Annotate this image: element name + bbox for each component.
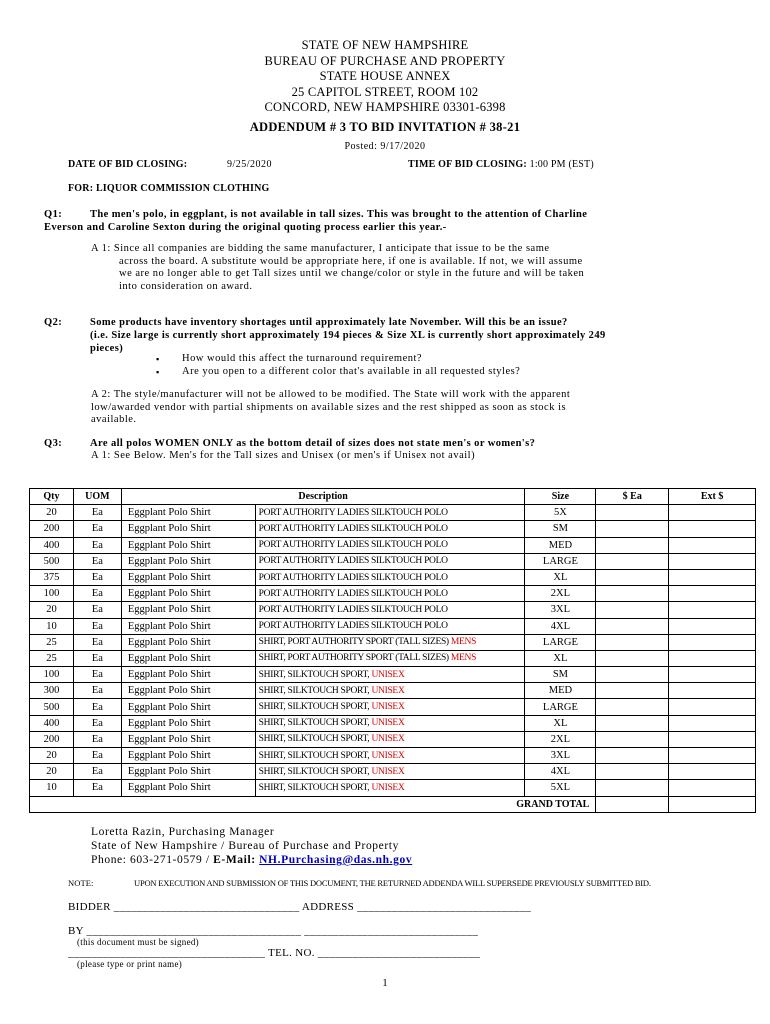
q3-label: Q3: — [44, 438, 63, 449]
size-cell: 2XL — [525, 586, 596, 602]
description-text: SHIRT, SILKTOUCH SPORT, — [258, 669, 370, 680]
extended-cell[interactable] — [669, 553, 756, 569]
extended-cell[interactable] — [669, 618, 756, 634]
uom-cell: Ea — [73, 650, 121, 666]
size-cell: XL — [525, 650, 596, 666]
description-text: PORT AUTHORITY LADIES SILKTOUCH POLO — [258, 540, 448, 551]
description-tag: UNISEX — [371, 702, 405, 713]
qty-cell: 100 — [30, 586, 74, 602]
extended-cell[interactable] — [669, 667, 756, 683]
item-cell: Eggplant Polo Shirt — [121, 683, 255, 699]
item-cell: Eggplant Polo Shirt — [121, 715, 255, 731]
table-row — [30, 650, 756, 666]
question-1 — [44, 208, 764, 234]
extended-cell[interactable] — [669, 731, 756, 747]
q1-line-1: The men's polo, in eggplant, is not available in tall sizes. This was brought to the attention of Charline — [90, 209, 588, 220]
addendum-title: ADDENDUM # 3 TO BID INVITATION # 38-21 — [249, 120, 521, 134]
price-each-cell[interactable] — [596, 537, 669, 553]
table-header-row — [30, 489, 756, 505]
q2-bullets — [182, 353, 742, 378]
q2-bullet-2: ▪ Are you open to a different color that's available in all requested styles? — [182, 366, 742, 379]
price-each-cell[interactable] — [596, 667, 669, 683]
closing-date-label: DATE OF BID CLOSING: — [68, 159, 188, 170]
col-header-qty: Qty — [30, 489, 74, 505]
contact-email-link[interactable]: NH.Purchasing@das.nh.gov — [259, 854, 413, 866]
size-cell: XL — [525, 569, 596, 585]
uom-cell: Ea — [73, 764, 121, 780]
a2-line-2: low/awarded vendor with partial shipments on available sizes and the rest shipped as soon as stock is — [91, 401, 567, 413]
answer-1 — [91, 243, 751, 293]
contact-email-label: E-Mail: — [213, 854, 256, 866]
price-each-cell[interactable] — [596, 764, 669, 780]
item-cell: Eggplant Polo Shirt — [121, 667, 255, 683]
qty-cell: 500 — [30, 699, 74, 715]
header-block — [0, 38, 770, 116]
description-tag: UNISEX — [371, 782, 405, 793]
size-cell: 2XL — [525, 731, 596, 747]
note-label: NOTE: — [68, 878, 94, 888]
description-cell — [255, 505, 525, 521]
size-cell: SM — [525, 667, 596, 683]
table-row — [30, 521, 756, 537]
item-cell: Eggplant Polo Shirt — [121, 748, 255, 764]
header-line-5: CONCORD, NEW HAMPSHIRE 03301-6398 — [264, 100, 506, 114]
qty-cell: 400 — [30, 715, 74, 731]
a1-line-4: into consideration on award. — [119, 280, 253, 292]
uom-cell: Ea — [73, 748, 121, 764]
item-cell: Eggplant Polo Shirt — [121, 537, 255, 553]
table-row — [30, 764, 756, 780]
description-cell — [255, 683, 525, 699]
grand-total-label: GRAND TOTAL — [30, 796, 596, 812]
question-3 — [44, 437, 764, 450]
item-cell: Eggplant Polo Shirt — [121, 634, 255, 650]
extended-cell[interactable] — [669, 780, 756, 796]
uom-cell: Ea — [73, 505, 121, 521]
header-line-2: BUREAU OF PURCHASE AND PROPERTY — [264, 53, 506, 68]
extended-cell[interactable] — [669, 537, 756, 553]
signed-note: (this document must be signed) — [77, 937, 199, 947]
a2-line-3: available. — [91, 414, 137, 425]
size-cell: XL — [525, 715, 596, 731]
description-tag: UNISEX — [371, 718, 405, 729]
col-header-size: Size — [525, 489, 596, 505]
question-2 — [44, 316, 764, 355]
description-text: SHIRT, SILKTOUCH SPORT, — [258, 750, 370, 761]
description-cell — [255, 699, 525, 715]
q1-line-2: Everson and Caroline Sexton during the original quoting process earlier this year.- — [44, 222, 447, 233]
price-each-cell[interactable] — [596, 602, 669, 618]
price-each-cell[interactable] — [596, 683, 669, 699]
size-cell: 3XL — [525, 602, 596, 618]
description-text: SHIRT, SILKTOUCH SPORT, — [258, 734, 370, 745]
extended-cell[interactable] — [669, 634, 756, 650]
uom-cell: Ea — [73, 618, 121, 634]
price-each-cell[interactable] — [596, 634, 669, 650]
description-tag: UNISEX — [371, 734, 405, 745]
items-table — [29, 488, 756, 813]
uom-cell: Ea — [73, 602, 121, 618]
description-tag: UNISEX — [371, 669, 405, 680]
contact-name: Loretta Razin, Purchasing Manager — [91, 826, 275, 838]
header-line-3: STATE HOUSE ANNEX — [319, 69, 451, 83]
qty-cell: 300 — [30, 683, 74, 699]
item-cell: Eggplant Polo Shirt — [121, 505, 255, 521]
q2-line-2: (i.e. Size large is currently short approximately 194 pieces & Size XL is currently short approximately 249 — [90, 330, 606, 341]
qty-cell: 100 — [30, 667, 74, 683]
grand-total-ea-cell[interactable] — [596, 796, 669, 812]
price-each-cell[interactable] — [596, 586, 669, 602]
extended-cell[interactable] — [669, 683, 756, 699]
size-cell: SM — [525, 521, 596, 537]
extended-cell[interactable] — [669, 715, 756, 731]
uom-cell: Ea — [73, 683, 121, 699]
table-row — [30, 618, 756, 634]
uom-cell: Ea — [73, 634, 121, 650]
grand-total-value-cell[interactable] — [669, 796, 756, 812]
uom-cell: Ea — [73, 569, 121, 585]
description-text: PORT AUTHORITY LADIES SILKTOUCH POLO — [258, 621, 448, 632]
extended-cell[interactable] — [669, 650, 756, 666]
q2-label: Q2: — [44, 317, 63, 328]
grand-total-row — [30, 796, 756, 812]
table-row — [30, 715, 756, 731]
q2-line-1: Some products have inventory shortages until approximately late November. Will this be an issue? — [90, 317, 568, 328]
uom-cell: Ea — [73, 715, 121, 731]
extended-cell[interactable] — [669, 602, 756, 618]
description-cell — [255, 780, 525, 796]
qty-cell: 10 — [30, 780, 74, 796]
qty-cell: 25 — [30, 634, 74, 650]
description-cell — [255, 748, 525, 764]
table-row — [30, 537, 756, 553]
qty-cell: 375 — [30, 569, 74, 585]
size-cell: 5XL — [525, 780, 596, 796]
qty-cell: 400 — [30, 537, 74, 553]
price-each-cell[interactable] — [596, 699, 669, 715]
size-cell: MED — [525, 537, 596, 553]
table-row — [30, 731, 756, 747]
price-each-cell[interactable] — [596, 618, 669, 634]
table-row — [30, 634, 756, 650]
description-cell — [255, 764, 525, 780]
uom-cell: Ea — [73, 586, 121, 602]
description-tag: UNISEX — [371, 766, 405, 777]
description-text: PORT AUTHORITY LADIES SILKTOUCH POLO — [258, 507, 448, 518]
item-cell: Eggplant Polo Shirt — [121, 764, 255, 780]
item-cell: Eggplant Polo Shirt — [121, 569, 255, 585]
size-cell: MED — [525, 683, 596, 699]
uom-cell: Ea — [73, 780, 121, 796]
bidder-address-line[interactable]: BIDDER ________________________________ ADDRESS ______________________________ — [68, 901, 532, 913]
description-cell — [255, 731, 525, 747]
contact-phone: Phone: 603-271-0579 / — [91, 854, 210, 866]
description-text: PORT AUTHORITY LADIES SILKTOUCH POLO — [258, 556, 448, 567]
description-cell — [255, 650, 525, 666]
a1-line-3: we are no longer able to get Tall sizes until we change/color or style in the future and will be taken — [119, 268, 585, 279]
col-header-price-each: $ Ea — [596, 489, 669, 505]
answer-3: A 1: See Below. Men's for the Tall sizes and Unisex (or men's if Unisex not avail) — [91, 450, 476, 461]
print-name-note: (please type or print name) — [77, 959, 183, 969]
table-row — [30, 602, 756, 618]
description-cell — [255, 667, 525, 683]
closing-time-value: 1:00 PM (EST) — [529, 159, 594, 170]
item-cell: Eggplant Polo Shirt — [121, 602, 255, 618]
item-cell: Eggplant Polo Shirt — [121, 699, 255, 715]
description-cell — [255, 618, 525, 634]
size-cell: LARGE — [525, 699, 596, 715]
description-text: PORT AUTHORITY LADIES SILKTOUCH POLO — [258, 572, 448, 583]
description-tag: MENS — [450, 653, 477, 664]
item-cell: Eggplant Polo Shirt — [121, 780, 255, 796]
posted-date: Posted: 9/17/2020 — [344, 141, 426, 152]
extended-cell[interactable] — [669, 505, 756, 521]
qty-cell: 10 — [30, 618, 74, 634]
name-tel-line[interactable]: __________________________________ TEL. NO. ____________________________ — [68, 947, 481, 959]
uom-cell: Ea — [73, 553, 121, 569]
a1-line-1: A 1: Since all companies are bidding the same manufacturer, I anticipate that issue to be the same — [91, 243, 550, 254]
price-each-cell[interactable] — [596, 505, 669, 521]
item-cell: Eggplant Polo Shirt — [121, 553, 255, 569]
description-text: PORT AUTHORITY LADIES SILKTOUCH POLO — [258, 523, 448, 534]
extended-cell[interactable] — [669, 521, 756, 537]
contact-org: State of New Hampshire / Bureau of Purchase and Property — [91, 840, 399, 852]
uom-cell: Ea — [73, 699, 121, 715]
uom-cell: Ea — [73, 667, 121, 683]
size-cell: 3XL — [525, 748, 596, 764]
table-row — [30, 780, 756, 796]
note-text: UPON EXECUTION AND SUBMISSION OF THIS DOCUMENT, THE RETURNED ADDENDA WILL SUPERSEDE PREVIOUSLY SUBMITTED BID. — [134, 878, 651, 888]
price-each-cell[interactable] — [596, 569, 669, 585]
description-text: SHIRT, SILKTOUCH SPORT, — [258, 685, 370, 696]
answer-2 — [91, 389, 751, 427]
table-row — [30, 748, 756, 764]
table-row — [30, 586, 756, 602]
description-tag: UNISEX — [371, 750, 405, 761]
qty-cell: 20 — [30, 748, 74, 764]
contact-block — [91, 825, 412, 867]
qty-cell: 500 — [30, 553, 74, 569]
table-row — [30, 553, 756, 569]
col-header-extended: Ext $ — [669, 489, 756, 505]
size-cell: LARGE — [525, 553, 596, 569]
item-cell: Eggplant Polo Shirt — [121, 650, 255, 666]
size-cell: LARGE — [525, 634, 596, 650]
item-cell: Eggplant Polo Shirt — [121, 731, 255, 747]
item-cell: Eggplant Polo Shirt — [121, 586, 255, 602]
col-header-description: Description — [121, 489, 525, 505]
price-each-cell[interactable] — [596, 521, 669, 537]
description-cell — [255, 569, 525, 585]
qty-cell: 25 — [30, 650, 74, 666]
size-cell: 4XL — [525, 764, 596, 780]
uom-cell: Ea — [73, 731, 121, 747]
description-text: SHIRT, PORT AUTHORITY SPORT (TALL SIZES) — [258, 637, 449, 648]
extended-cell[interactable] — [669, 569, 756, 585]
qty-cell: 20 — [30, 764, 74, 780]
page-number: 1 — [382, 977, 388, 989]
q2-line-3: pieces) — [90, 343, 124, 354]
a2-line-1: A 2: The style/manufacturer will not be allowed to be modified. The State will work with the apparent — [91, 389, 571, 400]
description-cell — [255, 715, 525, 731]
uom-cell: Ea — [73, 521, 121, 537]
price-each-cell[interactable] — [596, 715, 669, 731]
table-row — [30, 667, 756, 683]
description-text: SHIRT, SILKTOUCH SPORT, — [258, 782, 370, 793]
description-cell — [255, 634, 525, 650]
q1-label: Q1: — [44, 209, 63, 220]
item-cell: Eggplant Polo Shirt — [121, 618, 255, 634]
description-tag: MENS — [450, 637, 477, 648]
qty-cell: 20 — [30, 602, 74, 618]
price-each-cell[interactable] — [596, 553, 669, 569]
col-header-uom: UOM — [73, 489, 121, 505]
extended-cell[interactable] — [669, 748, 756, 764]
q2-bullet-1: ▪ How would this affect the turnaround requirement? — [182, 353, 742, 366]
qty-cell: 20 — [30, 505, 74, 521]
size-cell: 4XL — [525, 618, 596, 634]
description-tag: UNISEX — [371, 685, 405, 696]
description-text: SHIRT, SILKTOUCH SPORT, — [258, 766, 370, 777]
description-text: SHIRT, PORT AUTHORITY SPORT (TALL SIZES) — [258, 653, 449, 664]
header-line-4: 25 CAPITOL STREET, ROOM 102 — [291, 84, 479, 99]
description-cell — [255, 586, 525, 602]
extended-cell[interactable] — [669, 586, 756, 602]
qty-cell: 200 — [30, 731, 74, 747]
table-row — [30, 569, 756, 585]
table-row — [30, 505, 756, 521]
description-text: SHIRT, SILKTOUCH SPORT, — [258, 718, 370, 729]
table-row — [30, 683, 756, 699]
a1-line-2: across the board. A substitute would be appropriate here, if one is available. If not, we will assume — [119, 255, 583, 267]
description-cell — [255, 553, 525, 569]
description-text: PORT AUTHORITY LADIES SILKTOUCH POLO — [258, 588, 448, 599]
price-each-cell[interactable] — [596, 748, 669, 764]
header-line-1: STATE OF NEW HAMPSHIRE — [301, 38, 469, 52]
price-each-cell[interactable] — [596, 780, 669, 796]
closing-date-value: 9/25/2020 — [227, 159, 273, 170]
description-text: PORT AUTHORITY LADIES SILKTOUCH POLO — [258, 604, 448, 615]
q3-line-1: Are all polos WOMEN ONLY as the bottom detail of sizes does not state men's or women's? — [90, 438, 536, 449]
uom-cell: Ea — [73, 537, 121, 553]
description-cell — [255, 537, 525, 553]
size-cell: 5X — [525, 505, 596, 521]
price-each-cell[interactable] — [596, 731, 669, 747]
description-text: SHIRT, SILKTOUCH SPORT, — [258, 702, 370, 713]
price-each-cell[interactable] — [596, 650, 669, 666]
item-cell: Eggplant Polo Shirt — [121, 521, 255, 537]
for-line: FOR: LIQUOR COMMISSION CLOTHING — [68, 183, 270, 194]
table-row — [30, 699, 756, 715]
extended-cell[interactable] — [669, 699, 756, 715]
description-cell — [255, 521, 525, 537]
description-cell — [255, 602, 525, 618]
extended-cell[interactable] — [669, 764, 756, 780]
qty-cell: 200 — [30, 521, 74, 537]
signature-by-line[interactable]: BY _____________________________________ ______________________________ — [68, 925, 479, 937]
closing-time-label: TIME OF BID CLOSING: — [408, 159, 527, 170]
